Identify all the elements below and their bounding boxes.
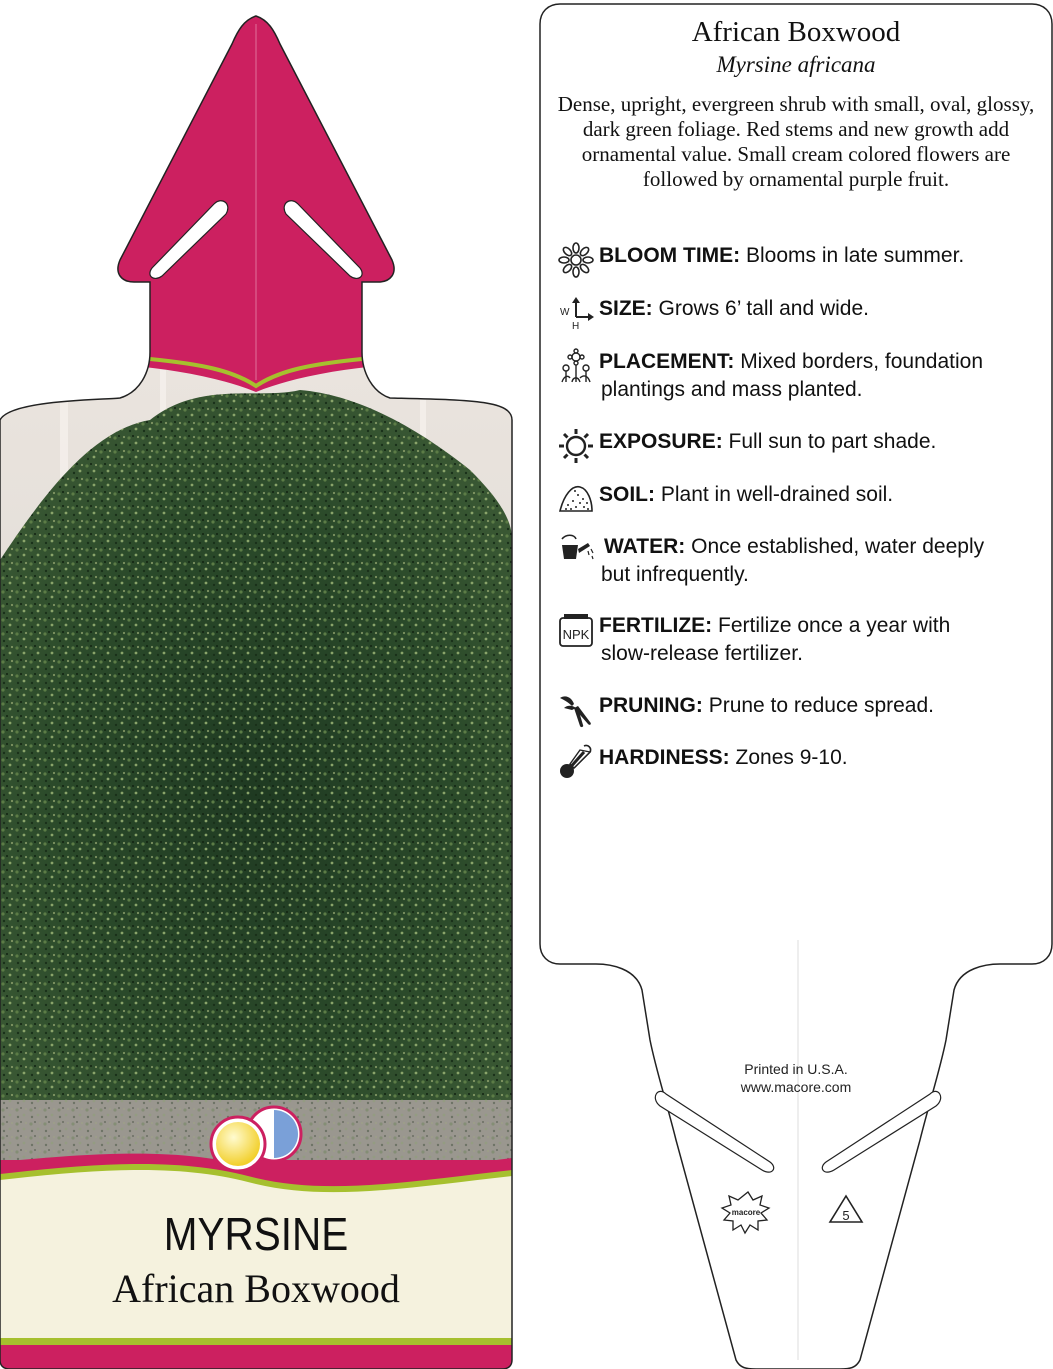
attr-text: Grows 6’ tall and wide.: [658, 297, 869, 320]
flower-icon: [558, 242, 594, 278]
attr-text-cont: slow-release fertilizer.: [601, 642, 803, 665]
attr-text: Full sun to part shade.: [728, 430, 937, 453]
attr-label: WATER:: [604, 535, 686, 558]
front-common-name: African Boxwood: [112, 1266, 400, 1311]
attr-exposure: [558, 428, 1038, 456]
attr-label: SIZE:: [599, 297, 653, 320]
placement-icon: [558, 348, 594, 384]
attr-fertilize: [558, 612, 1038, 668]
size-icon-w: W: [560, 307, 570, 318]
back-description: Dense, upright, evergreen shrub with small, oval, glossy, dark green foliage. Red stems and new growth add ornamental value. Small cream colored flowers are followed by ornamental purple fruit.: [557, 92, 1035, 191]
attr-label: PRUNING:: [599, 694, 703, 717]
front-genus: MYRSINE: [163, 1208, 349, 1260]
attr-soil: [558, 481, 1038, 509]
african-boxwood-shrub-photo: [0, 360, 512, 1160]
attr-water: [558, 533, 1038, 589]
attr-text: Fertilize once a year with: [718, 614, 951, 637]
attr-text: Once established, water deeply: [691, 535, 985, 558]
attr-pruning: [558, 692, 1038, 720]
attr-label: HARDINESS:: [599, 746, 730, 769]
size-icon-h: H: [572, 321, 580, 331]
attr-placement: [558, 348, 1038, 404]
macore-logo-text: macore: [731, 1208, 761, 1217]
attr-size: [558, 295, 1038, 331]
attr-text: Mixed borders, foundation: [740, 350, 983, 373]
attr-text-cont: plantings and mass planted.: [601, 378, 863, 401]
attr-label: FERTILIZE:: [599, 614, 713, 637]
printed-in: Printed in U.S.A.: [744, 1061, 848, 1077]
thermometer-icon: [558, 744, 594, 780]
attr-text: Prune to reduce spread.: [708, 694, 934, 717]
attr-bloom-time: [558, 242, 1038, 270]
website: www.macore.com: [740, 1079, 852, 1095]
sun-icon: [558, 428, 594, 464]
back-tag-outline: [540, 4, 1052, 1369]
npk-icon: [558, 612, 594, 648]
attr-text: Plant in well-drained soil.: [660, 483, 894, 506]
watering-can-icon: [558, 533, 594, 569]
attr-text-cont: but infrequently.: [601, 563, 749, 586]
pruner-icon: [558, 692, 594, 728]
attr-label: EXPOSURE:: [599, 430, 723, 453]
recycle-number: 5: [842, 1208, 850, 1223]
back-title: African Boxwood: [691, 16, 901, 48]
attr-label: SOIL:: [599, 483, 655, 506]
size-icon: [558, 295, 594, 331]
soil-icon: [558, 481, 594, 517]
attr-text: Zones 9-10.: [735, 746, 848, 769]
attr-label: PLACEMENT:: [599, 350, 735, 373]
attr-text: Blooms in late summer.: [746, 244, 965, 267]
attr-hardiness: [558, 744, 1038, 772]
attr-label: BLOOM TIME:: [599, 244, 741, 267]
back-latin-name: Myrsine africana: [716, 52, 876, 77]
npk-text: NPK: [562, 627, 590, 642]
